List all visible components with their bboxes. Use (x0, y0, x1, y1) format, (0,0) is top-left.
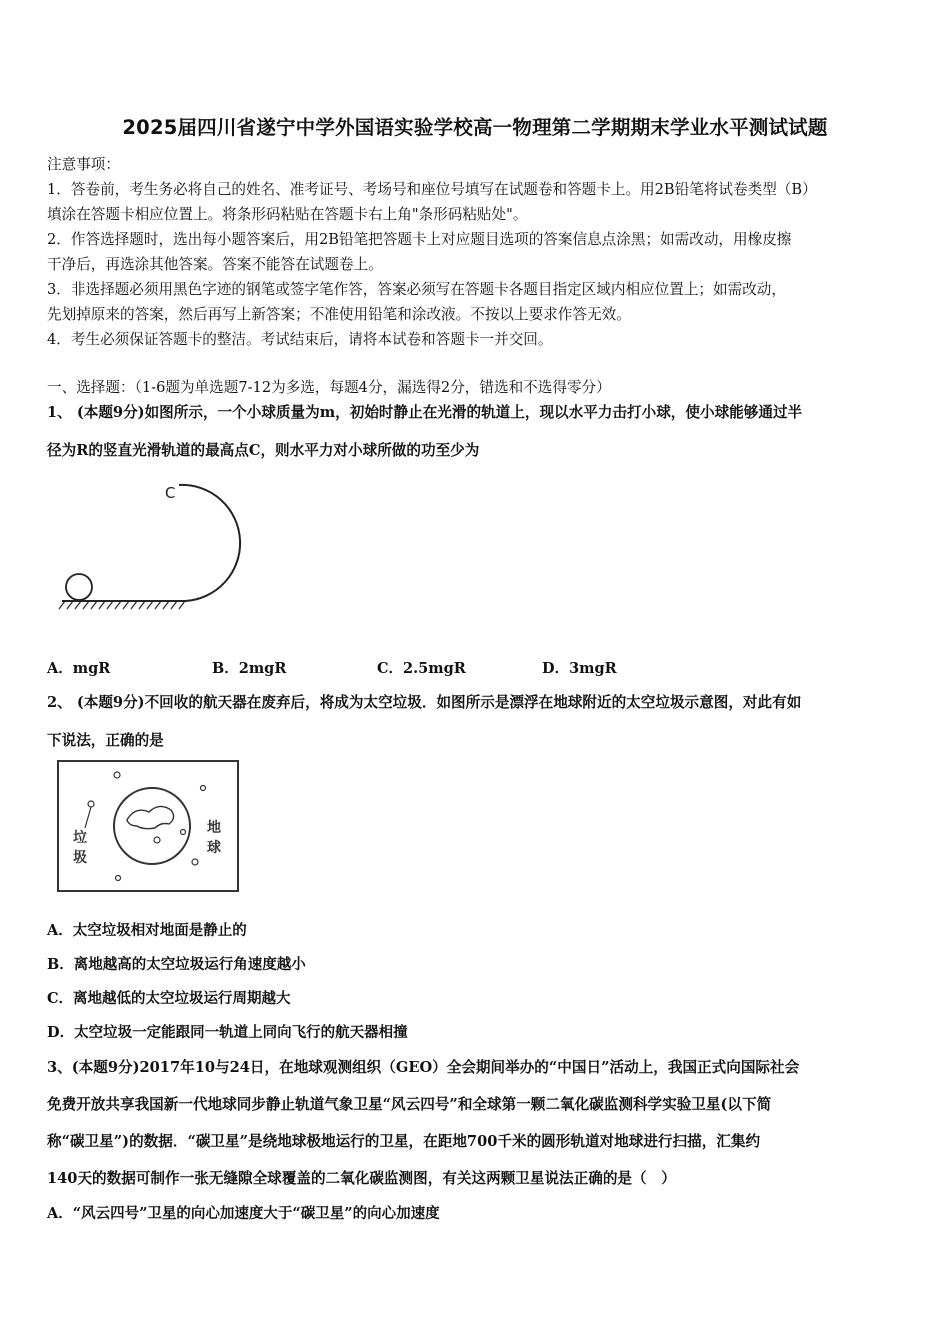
label-earth-char-2: 球 (207, 840, 221, 856)
notice-line: 先划掉原来的答案，然后再写上新答案；不准使用铅笔和涂改液。不按以上要求作答无效。 (47, 306, 631, 323)
debris-dot (154, 837, 160, 843)
debris-dot (181, 830, 186, 835)
loop-track (179, 485, 240, 601)
label-debris-char-1: 垃 (73, 830, 87, 846)
question-3-line: 3、(本题9分)2017年10与24日，在地球观测组织（GEO）全会期间举办的“中国日”活动上，我国正式向国际社会 (47, 1059, 800, 1076)
question-3-line: 免费开放共享我国新一代地球同步静止轨道气象卫星“风云四号”和全球第一颗二氧化碳监测科学实验卫星(以下简 (47, 1096, 772, 1113)
continent-outline (127, 806, 174, 828)
q2-option-b[interactable]: B．离地越高的太空垃圾运行角速度越小 (47, 956, 306, 973)
space-debris-figure (55, 758, 243, 896)
figure-label-c: C (165, 484, 176, 502)
page-title: 2025届四川省遂宁中学外国语实验学校高一物理第二学期期末学业水平测试试题 (122, 116, 828, 139)
question-1-line: 1、 (本题9分)如图所示，一个小球质量为m，初始时静止在光滑的轨道上，现以水平力击打小球，使小球能够通过半 (47, 404, 803, 421)
debris-dot (201, 786, 206, 791)
label-debris-char-2: 圾 (73, 850, 87, 866)
debris-dot (114, 772, 120, 778)
notice-line: 干净后，再选涂其他答案。答案不能答在试题卷上。 (47, 256, 383, 273)
q3-option-a[interactable]: A．“风云四号”卫星的向心加速度大于“碳卫星”的向心加速度 (47, 1205, 440, 1222)
notice-line: 填涂在答题卡相应位置上。将条形码粘贴在答题卡右上角"条形码粘贴处"。 (47, 206, 528, 223)
ball (66, 574, 92, 600)
notice-line: 2．作答选择题时，选出每小题答案后，用2B铅笔把答题卡上对应题目选项的答案信息点涂黑；如需改动，用橡皮擦 (47, 231, 792, 248)
notice-line: 4．考生必须保证答题卡的整洁。考试结束后，请将本试卷和答题卡一并交回。 (47, 331, 553, 348)
q2-option-c[interactable]: C．离地越低的太空垃圾运行周期越大 (47, 990, 291, 1007)
ground-hatching (59, 601, 185, 609)
q1-option-c[interactable]: C．2.5mgR (377, 660, 466, 677)
earth-circle (114, 788, 190, 864)
notice-line: 1．答卷前，考生务必将自己的姓名、准考证号、考场号和座位号填写在试题卷和答题卡上。用2B铅笔将试卷类型（B） (47, 181, 817, 198)
notice-line: 3．非选择题必须用黑色字迹的钢笔或签字笔作答，答案必须写在答题卡各题目指定区域内相应位置上；如需改动， (47, 281, 786, 298)
q1-option-a[interactable]: A．mgR (47, 660, 111, 677)
debris-dot (116, 876, 121, 881)
question-2-line: 下说法，正确的是 (47, 732, 164, 749)
debris-pointer (85, 807, 91, 828)
debris-dot (192, 859, 198, 865)
question-3-line: 称“碳卫星”)的数据．“碳卫星”是绕地球极地运行的卫星，在距地700千米的圆形轨道对地球进行扫描，汇集约 (47, 1133, 761, 1150)
notice-heading: 注意事项： (47, 156, 120, 173)
loop-track-figure (55, 475, 255, 615)
q2-option-a[interactable]: A．太空垃圾相对地面是静止的 (47, 922, 247, 939)
q1-option-d[interactable]: D．3mgR (542, 660, 617, 677)
q2-option-d[interactable]: D．太空垃圾一定能跟同一轨道上同向飞行的航天器相撞 (47, 1024, 408, 1041)
question-2-line: 2、 (本题9分)不回收的航天器在废弃后，将成为太空垃圾．如图所示是漂浮在地球附近的太空垃圾示意图，对此有如 (47, 694, 802, 711)
label-debris (73, 830, 92, 866)
question-1-line: 径为R的竖直光滑轨道的最高点C，则水平力对小球所做的功至少为 (47, 442, 480, 459)
debris-dot (88, 801, 94, 807)
label-earth (207, 819, 226, 856)
q1-option-b[interactable]: B．2mgR (212, 660, 287, 677)
label-earth-char-1: 地 (207, 820, 221, 836)
question-3-line: 140天的数据可制作一张无缝隙全球覆盖的二氧化碳监测图，有关这两颗卫星说法正确的是（ ） (47, 1170, 676, 1187)
section-heading: 一、选择题：（1-6题为单选题7-12为多选，每题4分，漏选得2分，错选和不选得零分） (47, 379, 611, 396)
